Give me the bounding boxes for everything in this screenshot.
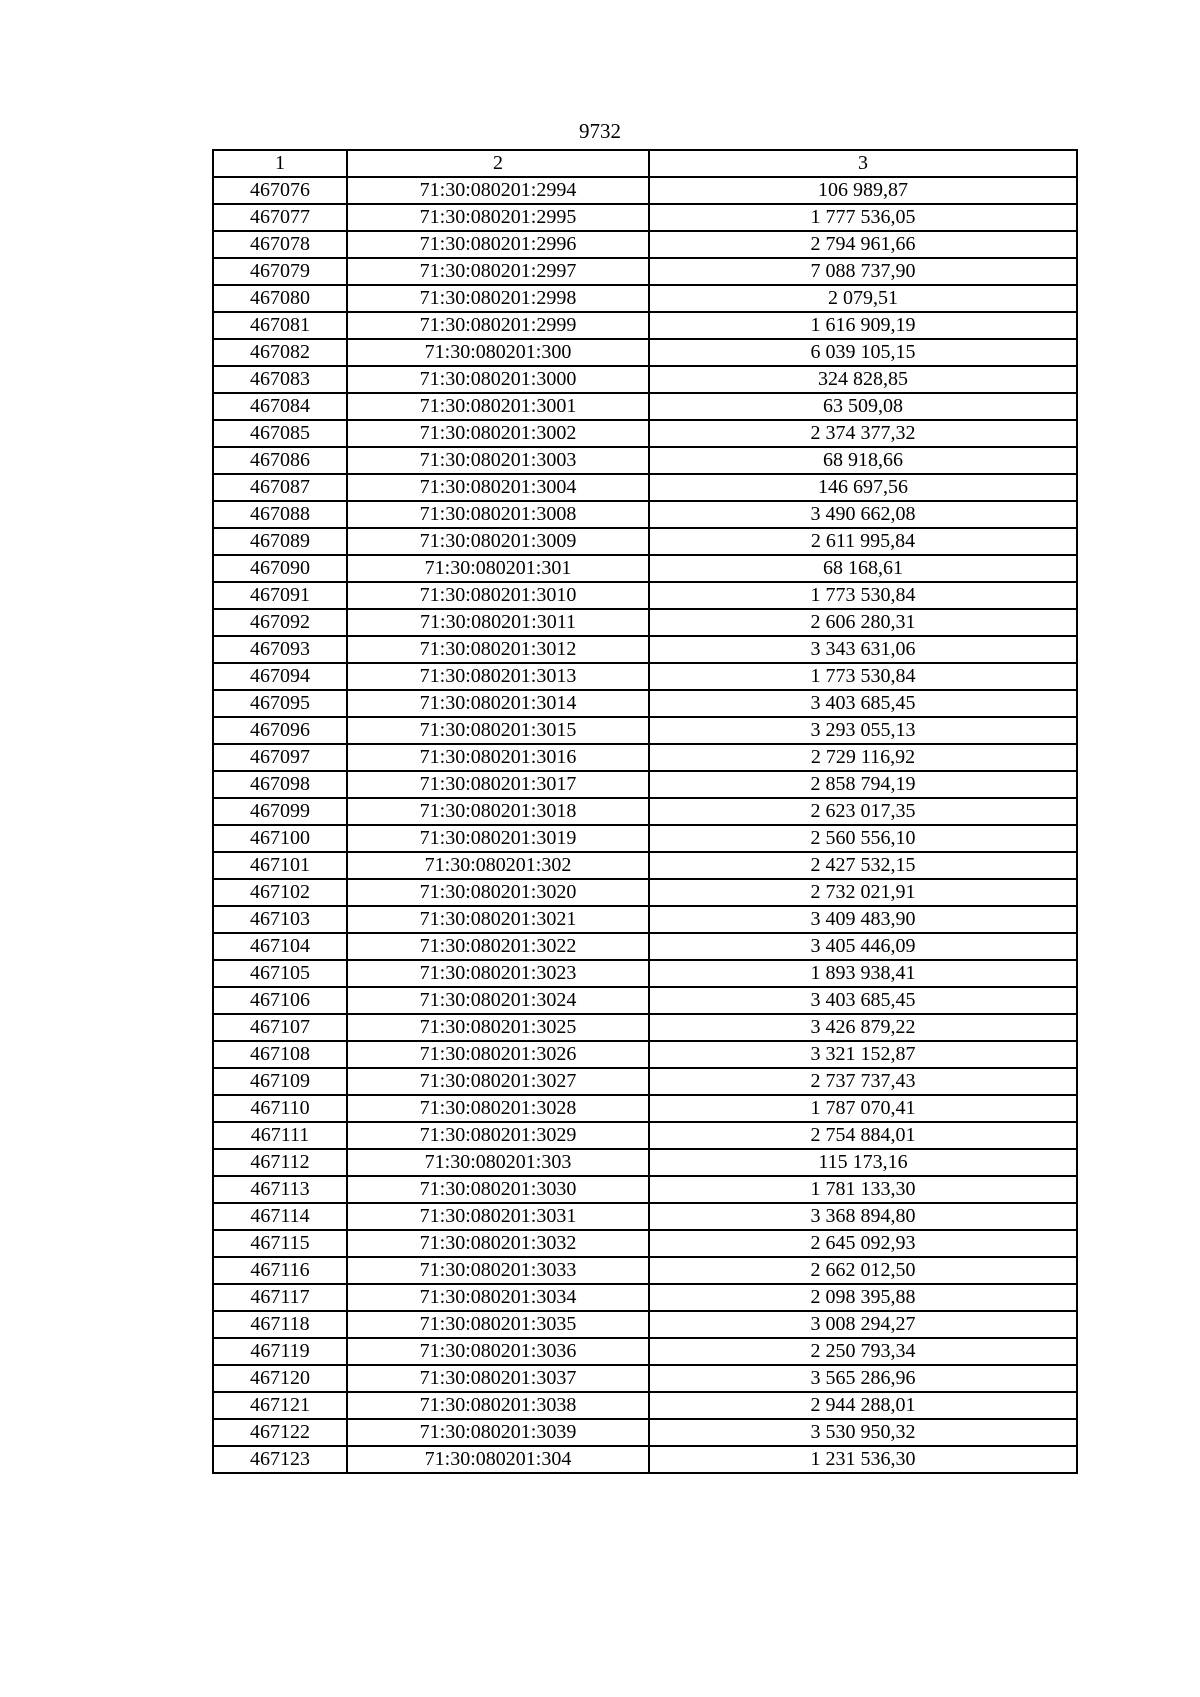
row-number-cell: 467081 xyxy=(213,312,347,339)
table-header-row xyxy=(213,150,1077,177)
cadastral-value-cell: 1 777 536,05 xyxy=(649,204,1077,231)
cadastral-number-cell: 71:30:080201:3025 xyxy=(347,1014,649,1041)
cadastral-value-cell: 3 321 152,87 xyxy=(649,1041,1077,1068)
cadastral-value-cell: 2 250 793,34 xyxy=(649,1338,1077,1365)
header-cell-1: 1 xyxy=(213,150,347,177)
cadastral-value-cell: 2 858 794,19 xyxy=(649,771,1077,798)
table-row xyxy=(213,636,1077,663)
cadastral-value-cell: 106 989,87 xyxy=(649,177,1077,204)
row-number-cell: 467097 xyxy=(213,744,347,771)
row-number-cell: 467106 xyxy=(213,987,347,1014)
cadastral-number-cell: 71:30:080201:2997 xyxy=(347,258,649,285)
cadastral-value-cell: 3 293 055,13 xyxy=(649,717,1077,744)
row-number-cell: 467093 xyxy=(213,636,347,663)
cadastral-value-cell: 1 787 070,41 xyxy=(649,1095,1077,1122)
row-number-cell: 467080 xyxy=(213,285,347,312)
table-row xyxy=(213,906,1077,933)
cadastral-number-cell: 71:30:080201:3024 xyxy=(347,987,649,1014)
table-row xyxy=(213,744,1077,771)
cadastral-value-cell: 324 828,85 xyxy=(649,366,1077,393)
row-number-cell: 467109 xyxy=(213,1068,347,1095)
cadastral-value-cell: 3 565 286,96 xyxy=(649,1365,1077,1392)
table-row xyxy=(213,555,1077,582)
table-row xyxy=(213,582,1077,609)
table-row xyxy=(213,1041,1077,1068)
cadastral-value-cell: 2 732 021,91 xyxy=(649,879,1077,906)
cadastral-value-cell: 146 697,56 xyxy=(649,474,1077,501)
table-row xyxy=(213,1203,1077,1230)
table-row xyxy=(213,960,1077,987)
cadastral-value-cell: 1 616 909,19 xyxy=(649,312,1077,339)
cadastral-value-cell: 1 893 938,41 xyxy=(649,960,1077,987)
row-number-cell: 467082 xyxy=(213,339,347,366)
cadastral-value-cell: 3 008 294,27 xyxy=(649,1311,1077,1338)
table-row xyxy=(213,366,1077,393)
cadastral-value-cell: 3 403 685,45 xyxy=(649,690,1077,717)
table-row xyxy=(213,177,1077,204)
row-number-cell: 467117 xyxy=(213,1284,347,1311)
table-row xyxy=(213,1338,1077,1365)
row-number-cell: 467111 xyxy=(213,1122,347,1149)
table-row xyxy=(213,447,1077,474)
cadastral-number-cell: 71:30:080201:3029 xyxy=(347,1122,649,1149)
row-number-cell: 467098 xyxy=(213,771,347,798)
row-number-cell: 467090 xyxy=(213,555,347,582)
row-number-cell: 467115 xyxy=(213,1230,347,1257)
table-row xyxy=(213,420,1077,447)
table-row xyxy=(213,1365,1077,1392)
table-row xyxy=(213,771,1077,798)
cadastral-value-cell: 2 794 961,66 xyxy=(649,231,1077,258)
cadastral-number-cell: 71:30:080201:3039 xyxy=(347,1419,649,1446)
cadastral-number-cell: 71:30:080201:3032 xyxy=(347,1230,649,1257)
table-row xyxy=(213,852,1077,879)
table-row xyxy=(213,1122,1077,1149)
cadastral-value-cell: 115 173,16 xyxy=(649,1149,1077,1176)
row-number-cell: 467099 xyxy=(213,798,347,825)
table-row xyxy=(213,501,1077,528)
header-cell-2: 2 xyxy=(347,150,649,177)
cadastral-value-cell: 1 781 133,30 xyxy=(649,1176,1077,1203)
cadastral-value-cell: 1 231 536,30 xyxy=(649,1446,1077,1473)
cadastral-number-cell: 71:30:080201:3034 xyxy=(347,1284,649,1311)
cadastral-value-cell: 1 773 530,84 xyxy=(649,663,1077,690)
row-number-cell: 467096 xyxy=(213,717,347,744)
cadastral-number-cell: 71:30:080201:3010 xyxy=(347,582,649,609)
row-number-cell: 467122 xyxy=(213,1419,347,1446)
cadastral-number-cell: 71:30:080201:300 xyxy=(347,339,649,366)
cadastral-number-cell: 71:30:080201:3035 xyxy=(347,1311,649,1338)
cadastral-number-cell: 71:30:080201:3019 xyxy=(347,825,649,852)
cadastral-value-cell: 3 426 879,22 xyxy=(649,1014,1077,1041)
cadastral-value-cell: 3 405 446,09 xyxy=(649,933,1077,960)
cadastral-number-cell: 71:30:080201:2998 xyxy=(347,285,649,312)
row-number-cell: 467120 xyxy=(213,1365,347,1392)
row-number-cell: 467094 xyxy=(213,663,347,690)
table-row xyxy=(213,1392,1077,1419)
table-row xyxy=(213,1311,1077,1338)
cadastral-number-cell: 71:30:080201:2994 xyxy=(347,177,649,204)
row-number-cell: 467110 xyxy=(213,1095,347,1122)
row-number-cell: 467092 xyxy=(213,609,347,636)
cadastral-number-cell: 71:30:080201:3038 xyxy=(347,1392,649,1419)
row-number-cell: 467084 xyxy=(213,393,347,420)
cadastral-value-cell: 2 098 395,88 xyxy=(649,1284,1077,1311)
cadastral-number-cell: 71:30:080201:3014 xyxy=(347,690,649,717)
cadastral-number-cell: 71:30:080201:3036 xyxy=(347,1338,649,1365)
row-number-cell: 467101 xyxy=(213,852,347,879)
cadastral-number-cell: 71:30:080201:3021 xyxy=(347,906,649,933)
table-row xyxy=(213,1014,1077,1041)
cadastral-number-cell: 71:30:080201:3002 xyxy=(347,420,649,447)
cadastral-number-cell: 71:30:080201:3026 xyxy=(347,1041,649,1068)
cadastral-number-cell: 71:30:080201:2995 xyxy=(347,204,649,231)
page-number: 9732 xyxy=(579,119,621,143)
table-row xyxy=(213,1095,1077,1122)
cadastral-value-cell: 3 343 631,06 xyxy=(649,636,1077,663)
row-number-cell: 467076 xyxy=(213,177,347,204)
cadastral-number-cell: 71:30:080201:3017 xyxy=(347,771,649,798)
cadastral-value-cell: 2 606 280,31 xyxy=(649,609,1077,636)
row-number-cell: 467114 xyxy=(213,1203,347,1230)
cadastral-value-cell: 2 623 017,35 xyxy=(649,798,1077,825)
table-row xyxy=(213,933,1077,960)
cadastral-number-cell: 71:30:080201:3009 xyxy=(347,528,649,555)
row-number-cell: 467107 xyxy=(213,1014,347,1041)
cadastral-value-cell: 2 079,51 xyxy=(649,285,1077,312)
cadastral-number-cell: 71:30:080201:3011 xyxy=(347,609,649,636)
table-row xyxy=(213,1230,1077,1257)
row-number-cell: 467123 xyxy=(213,1446,347,1473)
cadastral-value-cell: 63 509,08 xyxy=(649,393,1077,420)
cadastral-number-cell: 71:30:080201:3008 xyxy=(347,501,649,528)
cadastral-number-cell: 71:30:080201:2999 xyxy=(347,312,649,339)
cadastral-number-cell: 71:30:080201:3012 xyxy=(347,636,649,663)
cadastral-number-cell: 71:30:080201:301 xyxy=(347,555,649,582)
cadastral-value-cell: 2 662 012,50 xyxy=(649,1257,1077,1284)
row-number-cell: 467088 xyxy=(213,501,347,528)
cadastral-value-cell: 2 427 532,15 xyxy=(649,852,1077,879)
cadastral-value-cell: 7 088 737,90 xyxy=(649,258,1077,285)
table-body xyxy=(213,150,1077,1473)
table-row xyxy=(213,474,1077,501)
cadastral-number-cell: 71:30:080201:3003 xyxy=(347,447,649,474)
row-number-cell: 467105 xyxy=(213,960,347,987)
cadastral-number-cell: 71:30:080201:304 xyxy=(347,1446,649,1473)
table-row xyxy=(213,204,1077,231)
cadastral-number-cell: 71:30:080201:3027 xyxy=(347,1068,649,1095)
row-number-cell: 467102 xyxy=(213,879,347,906)
row-number-cell: 467085 xyxy=(213,420,347,447)
row-number-cell: 467100 xyxy=(213,825,347,852)
table-row xyxy=(213,609,1077,636)
table-row xyxy=(213,663,1077,690)
cadastral-value-cell: 68 918,66 xyxy=(649,447,1077,474)
row-number-cell: 467086 xyxy=(213,447,347,474)
row-number-cell: 467116 xyxy=(213,1257,347,1284)
table-row xyxy=(213,312,1077,339)
cadastral-value-cell: 2 645 092,93 xyxy=(649,1230,1077,1257)
cadastral-value-cell: 3 409 483,90 xyxy=(649,906,1077,933)
cadastral-number-cell: 71:30:080201:3023 xyxy=(347,960,649,987)
table-row xyxy=(213,393,1077,420)
row-number-cell: 467078 xyxy=(213,231,347,258)
cadastral-number-cell: 71:30:080201:3013 xyxy=(347,663,649,690)
table-row xyxy=(213,258,1077,285)
row-number-cell: 467118 xyxy=(213,1311,347,1338)
cadastral-number-cell: 71:30:080201:3028 xyxy=(347,1095,649,1122)
table-row xyxy=(213,339,1077,366)
table-row xyxy=(213,528,1077,555)
cadastral-value-cell: 68 168,61 xyxy=(649,555,1077,582)
cadastral-number-cell: 71:30:080201:3000 xyxy=(347,366,649,393)
cadastral-number-cell: 71:30:080201:3001 xyxy=(347,393,649,420)
cadastral-number-cell: 71:30:080201:3015 xyxy=(347,717,649,744)
row-number-cell: 467113 xyxy=(213,1176,347,1203)
row-number-cell: 467077 xyxy=(213,204,347,231)
cadastral-number-cell: 71:30:080201:3020 xyxy=(347,879,649,906)
cadastral-value-cell: 2 374 377,32 xyxy=(649,420,1077,447)
table-row xyxy=(213,1149,1077,1176)
row-number-cell: 467103 xyxy=(213,906,347,933)
cadastral-number-cell: 71:30:080201:3016 xyxy=(347,744,649,771)
row-number-cell: 467112 xyxy=(213,1149,347,1176)
header-cell-3: 3 xyxy=(649,150,1077,177)
cadastral-value-table xyxy=(212,149,1078,1474)
cadastral-value-cell: 2 729 116,92 xyxy=(649,744,1077,771)
row-number-cell: 467087 xyxy=(213,474,347,501)
table-row xyxy=(213,231,1077,258)
table-row xyxy=(213,285,1077,312)
cadastral-value-cell: 3 368 894,80 xyxy=(649,1203,1077,1230)
cadastral-value-cell: 1 773 530,84 xyxy=(649,582,1077,609)
table-row xyxy=(213,1284,1077,1311)
table-row xyxy=(213,879,1077,906)
row-number-cell: 467083 xyxy=(213,366,347,393)
table-row xyxy=(213,1068,1077,1095)
row-number-cell: 467079 xyxy=(213,258,347,285)
row-number-cell: 467091 xyxy=(213,582,347,609)
cadastral-value-cell: 2 737 737,43 xyxy=(649,1068,1077,1095)
table-row xyxy=(213,1419,1077,1446)
cadastral-number-cell: 71:30:080201:3004 xyxy=(347,474,649,501)
cadastral-number-cell: 71:30:080201:3030 xyxy=(347,1176,649,1203)
table-row xyxy=(213,1176,1077,1203)
table-row xyxy=(213,798,1077,825)
cadastral-value-cell: 3 403 685,45 xyxy=(649,987,1077,1014)
cadastral-number-cell: 71:30:080201:3033 xyxy=(347,1257,649,1284)
cadastral-value-cell: 2 560 556,10 xyxy=(649,825,1077,852)
cadastral-number-cell: 71:30:080201:3037 xyxy=(347,1365,649,1392)
cadastral-value-cell: 3 490 662,08 xyxy=(649,501,1077,528)
cadastral-number-cell: 71:30:080201:303 xyxy=(347,1149,649,1176)
table-row xyxy=(213,690,1077,717)
table-row xyxy=(213,1446,1077,1473)
row-number-cell: 467121 xyxy=(213,1392,347,1419)
cadastral-value-cell: 3 530 950,32 xyxy=(649,1419,1077,1446)
cadastral-value-cell: 2 754 884,01 xyxy=(649,1122,1077,1149)
row-number-cell: 467108 xyxy=(213,1041,347,1068)
table-row xyxy=(213,987,1077,1014)
cadastral-number-cell: 71:30:080201:2996 xyxy=(347,231,649,258)
row-number-cell: 467095 xyxy=(213,690,347,717)
table-row xyxy=(213,1257,1077,1284)
cadastral-number-cell: 71:30:080201:302 xyxy=(347,852,649,879)
cadastral-number-cell: 71:30:080201:3018 xyxy=(347,798,649,825)
table-row xyxy=(213,717,1077,744)
row-number-cell: 467119 xyxy=(213,1338,347,1365)
table-row xyxy=(213,825,1077,852)
cadastral-number-cell: 71:30:080201:3031 xyxy=(347,1203,649,1230)
cadastral-number-cell: 71:30:080201:3022 xyxy=(347,933,649,960)
row-number-cell: 467104 xyxy=(213,933,347,960)
row-number-cell: 467089 xyxy=(213,528,347,555)
cadastral-value-cell: 6 039 105,15 xyxy=(649,339,1077,366)
cadastral-value-cell: 2 611 995,84 xyxy=(649,528,1077,555)
cadastral-value-cell: 2 944 288,01 xyxy=(649,1392,1077,1419)
